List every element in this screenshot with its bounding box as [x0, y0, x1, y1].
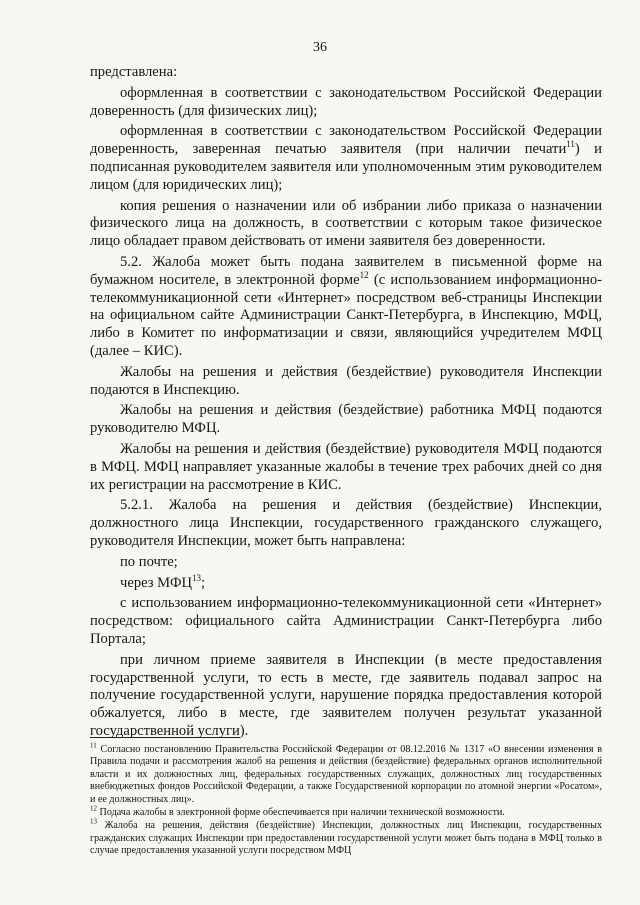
paragraph: [90, 441, 602, 494]
text-run: оформленная в соответствии с законодательством Российской Федерации доверенность, заверенная печатью заявителя (при наличии печати: [90, 123, 602, 158]
text-run: по почте;: [120, 553, 178, 570]
paragraph: [90, 364, 602, 400]
paragraph: [90, 652, 602, 741]
paragraph: [90, 123, 602, 194]
text-run: оформленная в соответствии с законодательством Российской Федерации доверенность (для физических лиц);: [90, 84, 602, 119]
text-run: при личном приеме заявителя в Инспекции (в месте предоставления государственной услуги, то есть в месте, где заявитель подавал запрос на получение государственной услуги, нарушение порядка предоставления которой обжалуется, либо в месте, где заявителем получен результат указанной государственной услуги).: [90, 651, 602, 739]
footnote: [90, 741, 602, 806]
document-body: [90, 64, 602, 744]
paragraph: [90, 595, 602, 648]
text-run: ) и подписанная руководителем заявителя или уполномоченным этим руководителем лицом (для юридических лиц);: [90, 141, 602, 193]
text-run: Жалобы на решения и действия (бездействие) руководителя Инспекции подаются в Инспекцию.: [90, 363, 602, 398]
paragraph: [90, 198, 602, 251]
paragraph: [90, 85, 602, 121]
text-run: Согласно постановлению Правительства Российской Федерации от 08.12.2016 № 1317 «О внесении изменения в Правила подачи и рассмотрения жалоб на решения и действия (бездействие) федеральных органов исполнительной власти и их должностных лиц, федеральных государственных служащих, должностных лиц государственных внебюджетных фондов Российской Федерации, а также Государственной корпорации по атомной энергии «Росатом», и ее должностных лиц».: [90, 744, 602, 805]
paragraph: [90, 497, 602, 550]
text-run: Жалобы на решения и действия (бездействие) руководителя МФЦ подаются в МФЦ. МФЦ направляет указанные жалобы в течение трех рабочих дней со дня их регистрации на рассмотрение в КИС.: [90, 440, 602, 493]
footnote: [90, 804, 602, 819]
footnote-ref: 13: [90, 818, 97, 827]
text-run: представлена:: [90, 64, 178, 80]
text-run: копия решения о назначении или об избрании либо приказа о назначении физического лица на должность, в соответствии с которым такое физическое лицо обладает правом действовать от имени заявителя без доверенности.: [90, 197, 602, 250]
text-run: через МФЦ: [120, 574, 193, 591]
text-run: ;: [201, 574, 206, 591]
paragraph: [90, 64, 602, 82]
text-run: Подача жалобы в электронной форме обеспечивается при наличии технической возможности.: [97, 807, 505, 819]
text-run: 5.2.1. Жалоба на решения и действия (бездействие) Инспекции, должностного лица Инспекции, государственного гражданского служащего, руководителя Инспекции, может быть направлена:: [90, 497, 602, 549]
footnote-ref: 11: [566, 139, 575, 150]
footnote-ref: 11: [90, 741, 97, 750]
text-run: (с использованием информационно-телекоммуникационной сети «Интернет» посредством веб-страницы Инспекции на официальном сайте Администрации Санкт-Петербурга, в Инспекцию, МФЦ, либо в Комитет по информатизации и связи, являющийся учредителем МФЦ (далее – КИС).: [90, 271, 602, 359]
footnote-separator: [90, 737, 240, 738]
text-run: с использованием информационно-телекоммуникационной сети «Интернет» посредством: официального сайта Администрации Санкт-Петербурга либо Портала;: [90, 595, 602, 647]
footnote-ref: 12: [90, 804, 97, 813]
text-run: 5.2. Жалоба может быть подана заявителем в письменной форме на бумажном носителе, в электронной форме: [90, 253, 602, 288]
page-number: 36: [313, 40, 327, 55]
footnotes: [90, 741, 602, 859]
footnote: [90, 820, 602, 857]
paragraph: [90, 254, 602, 361]
footnote-ref: 13: [192, 572, 202, 583]
paragraph: [90, 572, 602, 593]
text-run: Жалобы на решения и действия (бездействие) работника МФЦ подаются руководителю МФЦ.: [90, 402, 602, 437]
footnote-ref: 12: [359, 269, 369, 280]
paragraph: [90, 554, 602, 572]
paragraph: [90, 402, 602, 438]
text-run: Жалоба на решения, действия (бездействие) Инспекции, должностных лиц Инспекции, государственных гражданских служащих Инспекции при предоставлении государственной услуги может быть подана в МФЦ только в случае предоставления указанной услуги посредством МФЦ: [90, 820, 602, 857]
